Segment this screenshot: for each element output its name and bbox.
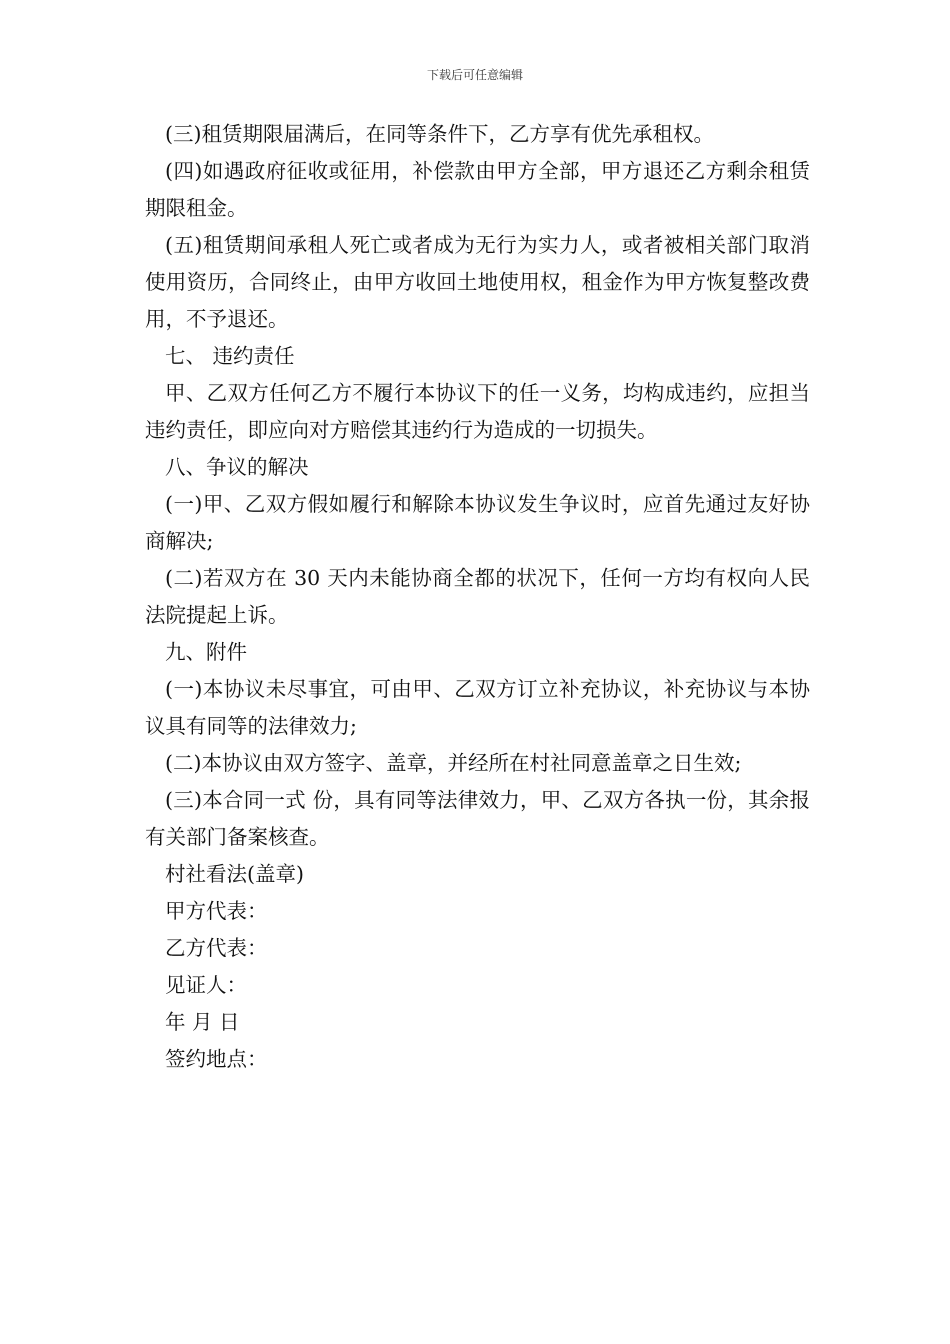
dispute-clause-2: (二)若双方在 30 天内未能协商全都的状况下，任何一方均有权向人民法院提起上诉。: [145, 566, 810, 627]
appendix-clause-3: (三)本合同一式 份，具有同等法律效力，甲、乙双方各执一份，其余报有关部门备案核查。: [145, 788, 810, 849]
clause-4-expropriation: (四)如遇政府征收或征用，补偿款由甲方全部，甲方退还乙方剩余租赁期限租金。: [145, 159, 810, 220]
page-header: 下载后可任意编辑: [426, 68, 523, 82]
signing-location: 签约地点：: [165, 1047, 268, 1071]
breach-liability-text: 甲、乙双方任何乙方不履行本协议下的任一义务，均构成违约，应担当违约责任，即应向对方赔偿其违约行为造成的一切损失。: [145, 381, 810, 442]
date-line: 年 月 日: [165, 1010, 240, 1034]
party-b-representative: 乙方代表：: [165, 936, 268, 960]
section-heading-appendix: 九、附件: [165, 640, 247, 664]
appendix-clause-1: (一)本协议未尽事宜，可由甲、乙双方订立补充协议，补充协议与本协议具有同等的法律效力;: [145, 677, 810, 738]
document-body: [145, 116, 810, 1078]
witness-line: 见证人：: [165, 973, 247, 997]
clause-5-termination: (五)租赁期间承租人死亡或者成为无行为实力人，或者被相关部门取消使用资历，合同终止，由甲方收回土地使用权，租金作为甲方恢复整改费用，不予退还。: [145, 233, 810, 331]
appendix-clause-2: (二)本协议由双方签字、盖章，并经所在村社同意盖章之日生效;: [165, 751, 742, 775]
section-heading-breach: 七、 违约责任: [165, 344, 295, 368]
party-a-representative: 甲方代表：: [165, 899, 268, 923]
section-heading-dispute: 八、争议的解决: [165, 455, 309, 479]
dispute-clause-1: (一)甲、乙双方假如履行和解除本协议发生争议时，应首先通过友好协商解决;: [145, 492, 810, 553]
clause-3-renewal-priority: (三)租赁期限届满后，在同等条件下，乙方享有优先承租权。: [165, 122, 714, 146]
village-opinion-seal: 村社看法(盖章): [165, 862, 304, 886]
